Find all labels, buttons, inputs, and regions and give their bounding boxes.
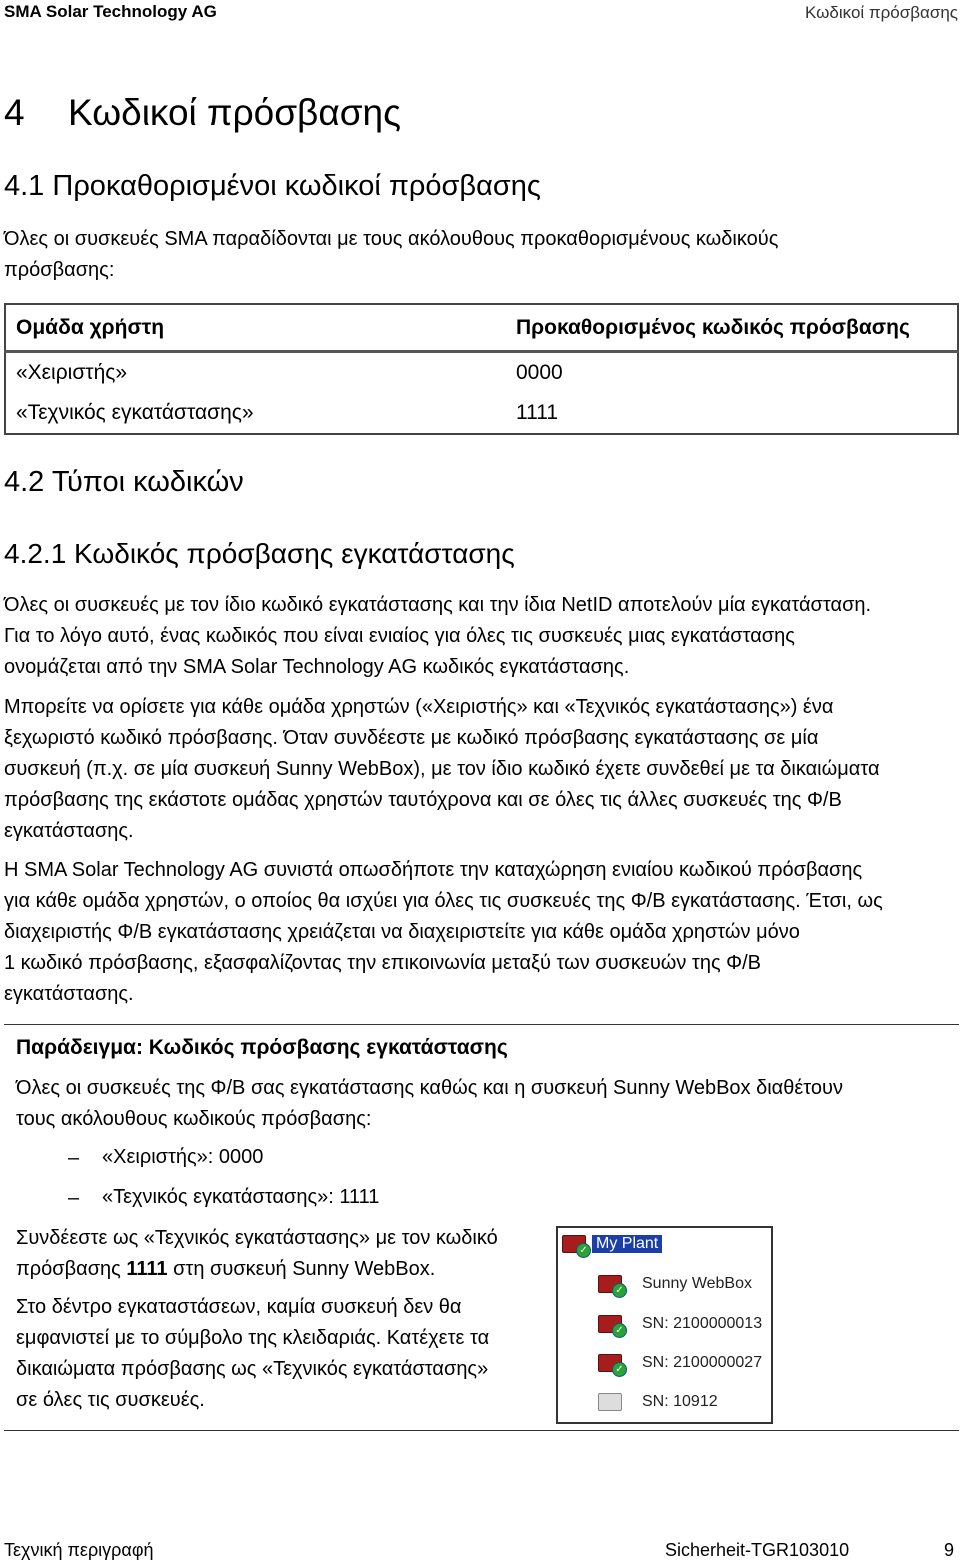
example-tree-text [16,1292,489,1416]
default-passwords-table [4,303,959,435]
footer-doc-id: Sicherheit-TGR103010 [665,1540,850,1560]
tree-device [598,1310,762,1338]
tree-device [598,1270,752,1298]
cell-user-group: «Τεχνικός εγκατάστασης» [16,401,254,424]
check-icon: ✓ [612,1323,627,1338]
paragraph-line: ονομάζεται από την SMA Solar Technology AG κωδικός εγκατάστασης. [4,656,630,678]
paragraph-line: 1 κωδικό πρόσβασης, εξασφαλίζοντας την επικοινωνία μεταξύ των συσκευών της Φ/Β [4,952,762,974]
device-icon [598,1354,624,1375]
paragraph-line: πρόσβασης της εκάστοτε ομάδας χρηστών ταυτόχρονα και σε όλες τις άλλες συσκευές της Φ/Β [4,789,842,811]
tree-device [598,1349,762,1377]
check-icon: ✓ [576,1243,591,1258]
chapter-heading [4,92,401,134]
device-icon [598,1393,622,1411]
paragraph-line: ξεχωριστό κωδικό πρόσβασης. Όταν συνδέεστε με κωδικό πρόσβασης εγκατάστασης σε μία [4,727,819,749]
example-line: τους ακόλουθους κωδικούς πρόσβασης: [16,1108,372,1130]
table-row [5,393,958,434]
device-icon [598,1275,624,1296]
device-icon [598,1315,624,1336]
example-bottom-rule [4,1430,959,1431]
paragraph-2 [4,692,954,847]
bullet-dash: – [68,1147,80,1169]
example-line: Στο δέντρο εγκαταστάσεων, καμία συσκευή δεν θα [16,1296,462,1318]
table-header-row [5,304,958,352]
login-pre: πρόσβασης [16,1258,127,1280]
footer-doc-type: Τεχνική περιγραφή [4,1540,154,1560]
tree-device-label: SN: 2100000013 [642,1315,763,1332]
bullet-dash: – [68,1187,80,1209]
cell-password: 1111 [516,401,559,424]
section-4-1-intro [4,224,954,286]
paragraph-line: διαχειριστής Φ/Β εγκατάστασης χρειάζεται να διαχειριστείτε για κάθε ομάδα χρηστών μόνο [4,921,800,943]
paragraph-line: εγκατάστασης. [4,983,134,1005]
paragraph-line: εγκατάστασης. [4,820,134,842]
check-icon: ✓ [612,1283,627,1298]
plant-tree-screenshot [556,1226,773,1424]
bullet-item: «Τεχνικός εγκατάστασης»: 1111 [102,1186,380,1208]
example-line: Συνδέεστε ως «Τεχνικός εγκατάστασης» με τον κωδικό [16,1227,498,1249]
tree-device-label: Sunny WebBox [642,1275,752,1292]
table-row [5,352,958,394]
intro-line: Όλες οι συσκευές SMA παραδίδονται με τους ακόλουθους προκαθορισμένους κωδικούς [4,228,779,250]
paragraph-line: Μπορείτε να ορίσετε για κάθε ομάδα χρηστών («Χειριστής» και «Τεχνικός εγκατάστασης») ένα [4,696,834,718]
example-line: εμφανιστεί με το σύμβολο της κλειδαριάς. Κατέχετε τα [16,1327,490,1349]
section-4-2-heading: 4.2 Τύποι κωδικών [4,466,244,498]
example-top-rule [4,1024,959,1025]
tree-root-label: My Plant [592,1235,662,1253]
cell-password: 0000 [516,361,563,384]
login-post: στη συσκευή Sunny WebBox. [167,1258,436,1280]
plant-icon [562,1235,588,1256]
paragraph-line: συσκευή (π.χ. σε μία συσκευή Sunny WebBox), με τον ίδιο κωδικό έχετε συνδεθεί με τα δικαιώματα [4,758,880,780]
tree-device-label: SN: 10912 [642,1393,718,1410]
example-line: σε όλες τις συσκευές. [16,1389,205,1411]
cell-user-group: «Χειριστής» [16,361,128,384]
example-line: Όλες οι συσκευές της Φ/Β σας εγκατάστασης καθώς και η συσκευή Sunny WebBox διαθέτουν [16,1077,843,1099]
header-section: Κωδικοί πρόσβασης [805,3,958,22]
bullet-item: «Χειριστής»: 0000 [102,1146,264,1168]
tree-device [598,1388,718,1416]
example-title: Παράδειγμα: Κωδικός πρόσβασης εγκατάστασης [16,1036,508,1059]
chapter-title: Κωδικοί πρόσβασης [68,92,401,133]
paragraph-line: Όλες οι συσκευές με τον ίδιο κωδικό εγκατάστασης και την ίδια NetID αποτελούν μία εγκατάσταση. [4,594,872,616]
chapter-number: 4 [4,92,25,133]
paragraph-line: για κάθε ομάδα χρηστών, ο οποίος θα ισχύει για όλες τις συσκευές της Φ/Β εγκατάστασης. Έτσι, ως [4,890,883,912]
header-company: SMA Solar Technology AG [4,2,217,21]
column-header-default-password: Προκαθορισμένος κωδικός πρόσβασης [486,304,958,352]
example-intro [16,1073,843,1135]
paragraph-3 [4,855,954,1010]
column-header-user-group: Ομάδα χρήστη [5,304,486,352]
footer-page-number: 9 [944,1540,955,1560]
section-4-1-heading: 4.1 Προκαθορισμένοι κωδικοί πρόσβασης [4,170,541,202]
login-code: 1111 [126,1258,168,1280]
paragraph-1 [4,590,954,683]
paragraph-line: Για το λόγο αυτό, ένας κωδικός που είναι ενιαίος για όλες τις συσκευές μιας εγκατάστασης [4,625,795,647]
intro-line: πρόσβασης: [4,259,115,281]
tree-device-label: SN: 2100000027 [642,1354,763,1371]
example-login-text [16,1223,498,1285]
tree-root [562,1230,662,1258]
paragraph-line: Η SMA Solar Technology AG συνιστά οπωσδήποτε την καταχώρηση ενιαίου κωδικού πρόσβασης [4,859,863,881]
example-line: δικαιώματα πρόσβασης ως «Τεχνικός εγκατάστασης» [16,1358,489,1380]
example-line [16,1254,498,1285]
section-4-2-1-heading: 4.2.1 Κωδικός πρόσβασης εγκατάστασης [4,538,515,569]
check-icon: ✓ [612,1362,627,1377]
